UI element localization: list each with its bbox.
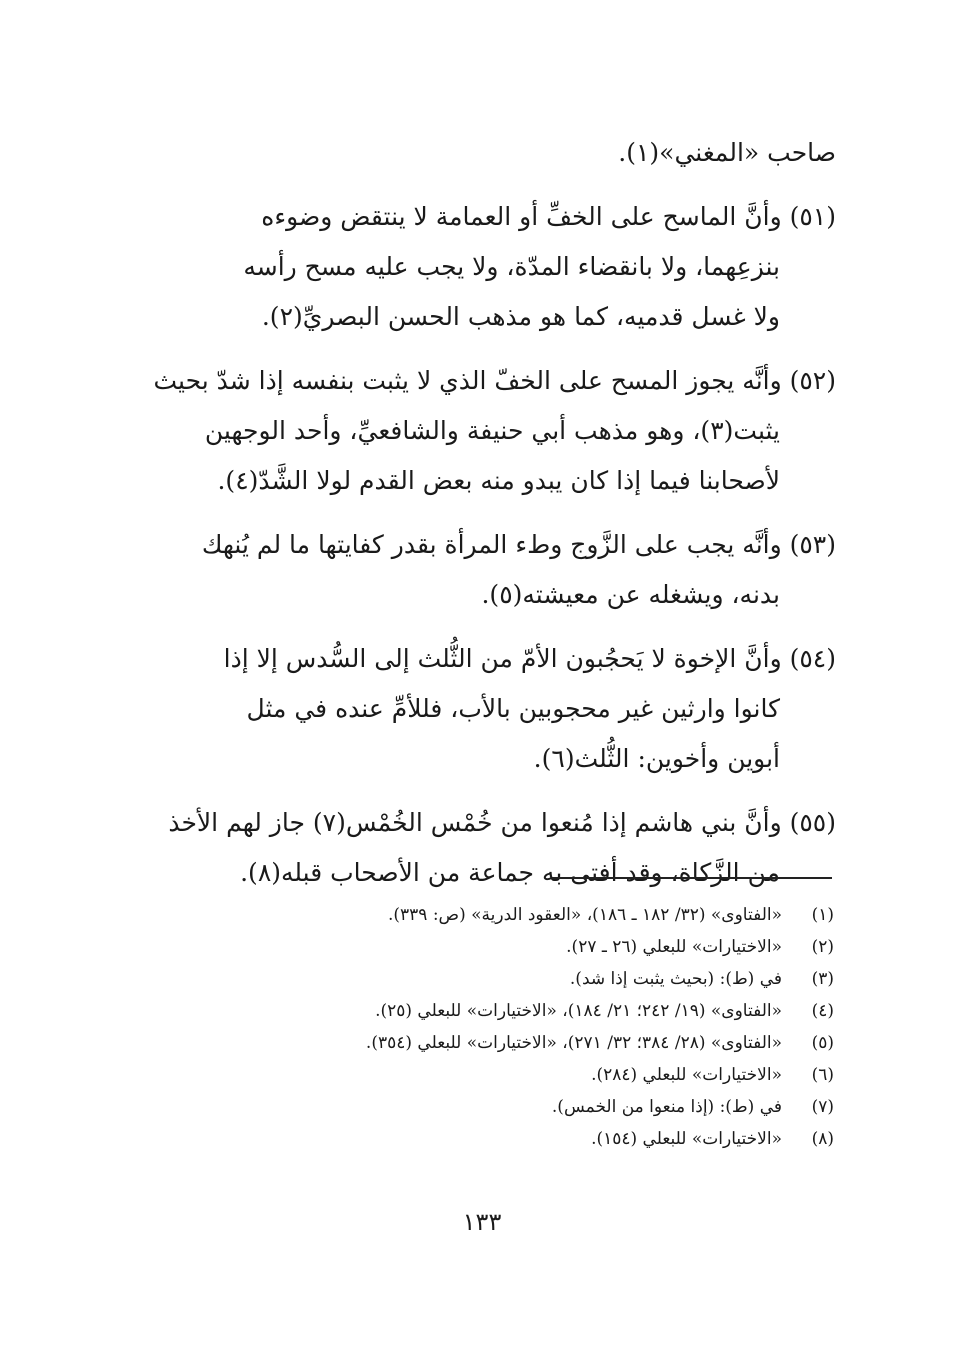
footnote-text: «الاختيارات» للبعلي (٢٨٤). xyxy=(591,1065,782,1085)
list-item xyxy=(126,520,836,620)
item-line: بنزعِهما، ولا بانقضاء المدّة، ولا يجب عليه مسح رأسه xyxy=(243,252,780,281)
item-line: أبوين وأخوين: الثُّلث(٦). xyxy=(533,744,780,773)
footnote xyxy=(200,899,834,931)
item-line: (٥٣) وأنَّه يجب على الزَّوج وطء المرأة بقدر كفايتها ما لم يُنهك xyxy=(201,530,836,559)
list-item xyxy=(126,356,836,506)
footnotes xyxy=(200,899,834,1155)
item-line: (٥١) وأنَّ الماسح على الخفِّ أو العمامة لا ينتقض وضوءه xyxy=(261,202,836,231)
footnote-number: (٤) xyxy=(811,1001,834,1021)
page-number: ١٣٣ xyxy=(462,1208,502,1236)
footnote-number: (٦) xyxy=(811,1065,834,1085)
footnote-text: في (ط): (إذا منعوا من الخمس). xyxy=(551,1097,782,1117)
footnote-text: «الاختيارات» للبعلي (١٥٤). xyxy=(591,1129,782,1149)
item-line: ولا غسل قدميه، كما هو مذهب الحسن البصريِّ(٢). xyxy=(261,302,780,331)
item-line: كانوا وارثين غير محجوبين بالأب، فللأمِّ عنده في مثل xyxy=(246,694,780,723)
footnote-number: (٨) xyxy=(811,1129,834,1149)
footnote xyxy=(200,995,834,1027)
list-item xyxy=(126,192,836,342)
item-line: لأصحابنا فيما إذا كان يبدو منه بعض القدم لولا الشَّدّ(٤). xyxy=(217,466,780,495)
footnote-number: (٢) xyxy=(811,937,834,957)
list-item xyxy=(126,634,836,784)
intro-line: صاحب «المغني»(١). xyxy=(618,138,836,167)
footnote xyxy=(200,963,834,995)
footnote xyxy=(200,1091,834,1123)
footnote-number: (٥) xyxy=(811,1033,834,1053)
item-line: (٥٢) وأنَّه يجوز المسح على الخفّ الذي لا يثبت بنفسه إذا شدّ بحيث xyxy=(153,366,836,395)
footnote-number: (٣) xyxy=(811,969,834,989)
item-line: (٥٥) وأنَّ بني هاشم إذا مُنعوا من خُمْس الخُمْس(٧) جاز لهم الأخذ xyxy=(168,808,836,837)
item-line: (٥٤) وأنَّ الإخوة لا يَحجُبون الأمّ من الثُّلث إلى السُّدس إلا إذا xyxy=(223,644,836,673)
list-item xyxy=(126,798,836,898)
footnote-text: «الفتاوى» (٢٨/ ٣٨٤؛ ٣٢/ ٢٧١)، «الاختيارات» للبعلي (٣٥٤). xyxy=(365,1033,782,1053)
main-text xyxy=(126,128,836,912)
item-line: من الزَّكاة، وقد أفتى به جماعة من الأصحاب قبله(٨). xyxy=(240,858,780,887)
footnote-text: «الاختيارات» للبعلي (٢٦ ـ ٢٧). xyxy=(566,937,782,957)
footnote-text: «الفتاوى» (١٩/ ٢٤٢؛ ٢١/ ١٨٤)، «الاختيارات» للبعلي (٢٥). xyxy=(375,1001,782,1021)
footnote-text: «الفتاوى» (٣٢/ ١٨٢ ـ ١٨٦)، «العقود الدرية» (ص: ٣٣٩). xyxy=(387,905,782,925)
footnote xyxy=(200,1027,834,1059)
footnote xyxy=(200,931,834,963)
footnote-number: (١) xyxy=(811,905,834,925)
footnote-text: في (ط): (بحيث يثبت إذا شد). xyxy=(569,969,782,989)
footnote-number: (٧) xyxy=(811,1097,834,1117)
footnote xyxy=(200,1123,834,1155)
footnote xyxy=(200,1059,834,1091)
item-line: بدنه، ويشغله عن معيشته(٥). xyxy=(481,580,780,609)
footnote-separator xyxy=(552,877,832,879)
item-line: يثبت(٣)، وهو مذهب أبي حنيفة والشافعيِّ، وأحد الوجهين xyxy=(204,416,780,445)
